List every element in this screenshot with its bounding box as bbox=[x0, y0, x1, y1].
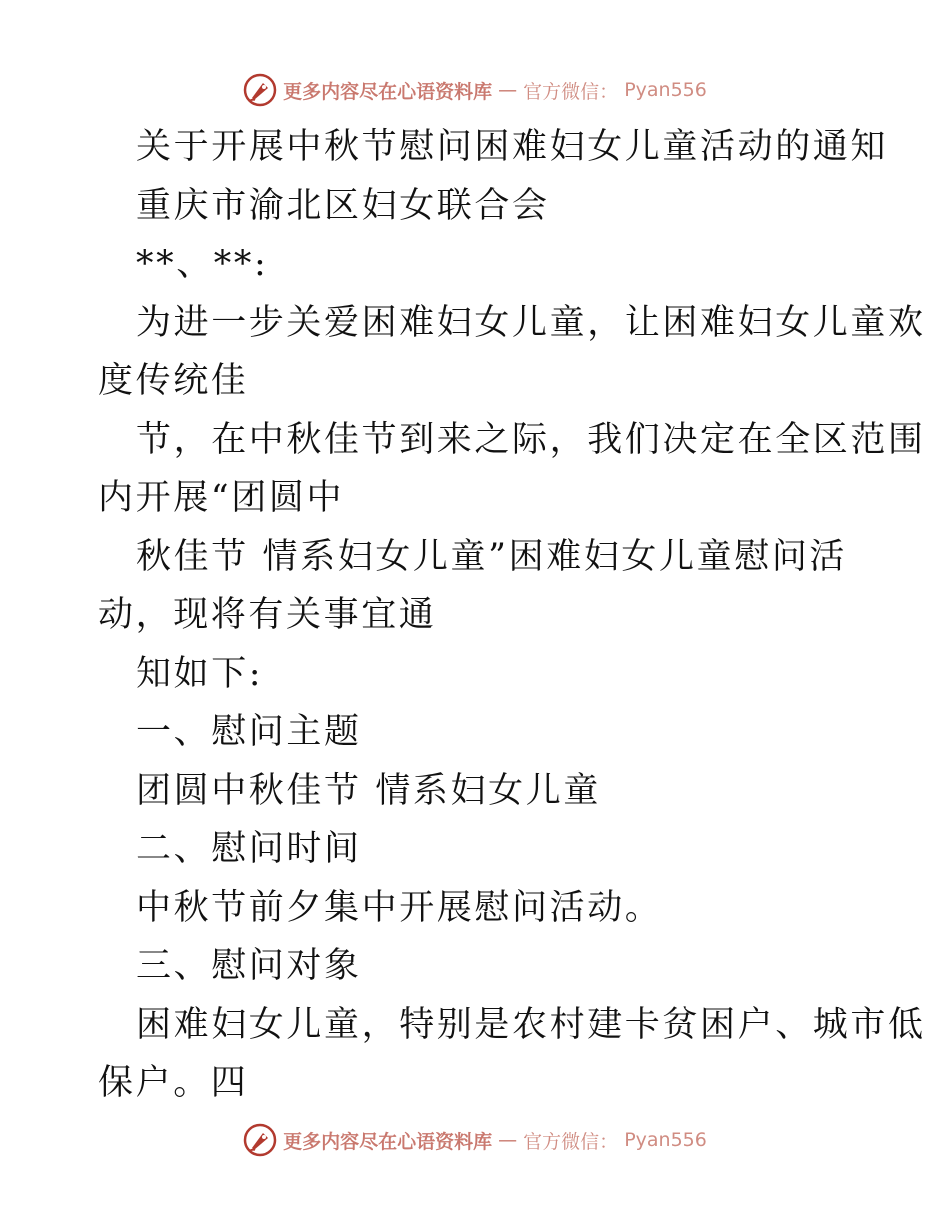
banner-contact-id: Pyan556 bbox=[624, 1129, 707, 1151]
paragraph-line: 秋佳节 情系妇女儿童”困难妇女儿童慰问活 bbox=[136, 536, 848, 577]
paragraph-line: 节，在中秋佳节到来之际，我们决定在全区范围 bbox=[136, 419, 926, 460]
paragraph-line: 为进一步关爱困难妇女儿童，让困难妇女儿童欢 bbox=[136, 302, 926, 343]
pen-nib-logo-icon bbox=[243, 1123, 277, 1157]
footer-banner bbox=[0, 1120, 950, 1160]
banner-contact-id: Pyan556 bbox=[624, 79, 707, 101]
banner-contact-label: 官方微信： bbox=[523, 80, 619, 103]
paragraph-line: 内开展“团圆中 bbox=[98, 478, 345, 518]
section-heading: 三、慰问对象 bbox=[136, 946, 362, 986]
document-title: 关于开展中秋节慰问困难妇女儿童活动的通知 bbox=[136, 127, 889, 167]
document-body bbox=[98, 118, 926, 1113]
section-heading: 一、慰问主题 bbox=[136, 712, 362, 752]
banner-separator: — bbox=[498, 1129, 518, 1151]
paragraph-line: 团圆中秋佳节 情系妇女儿童 bbox=[136, 770, 601, 811]
banner-brand-text: 更多内容尽在心语资料库 bbox=[283, 1130, 493, 1153]
paragraph-line: 保户。四 bbox=[98, 1063, 249, 1103]
paragraph-line: 困难妇女儿童，特别是农村建卡贫困户、城市低 bbox=[136, 1004, 926, 1045]
banner-brand-text: 更多内容尽在心语资料库 bbox=[283, 80, 493, 103]
header-banner bbox=[0, 70, 950, 110]
salutation: **、**: bbox=[136, 244, 269, 284]
pen-nib-logo-icon bbox=[243, 73, 277, 107]
banner-contact-label: 官方微信： bbox=[523, 1130, 619, 1153]
paragraph-line: 动，现将有关事宜通 bbox=[98, 595, 437, 635]
paragraph-line: 度传统佳 bbox=[98, 361, 249, 401]
issuing-organization: 重庆市渝北区妇女联合会 bbox=[136, 185, 550, 226]
paragraph-line: 中秋节前夕集中开展慰问活动。 bbox=[136, 887, 663, 928]
section-heading: 二、慰问时间 bbox=[136, 829, 362, 869]
paragraph-line: 知如下: bbox=[136, 653, 264, 694]
banner-separator: — bbox=[498, 79, 518, 101]
